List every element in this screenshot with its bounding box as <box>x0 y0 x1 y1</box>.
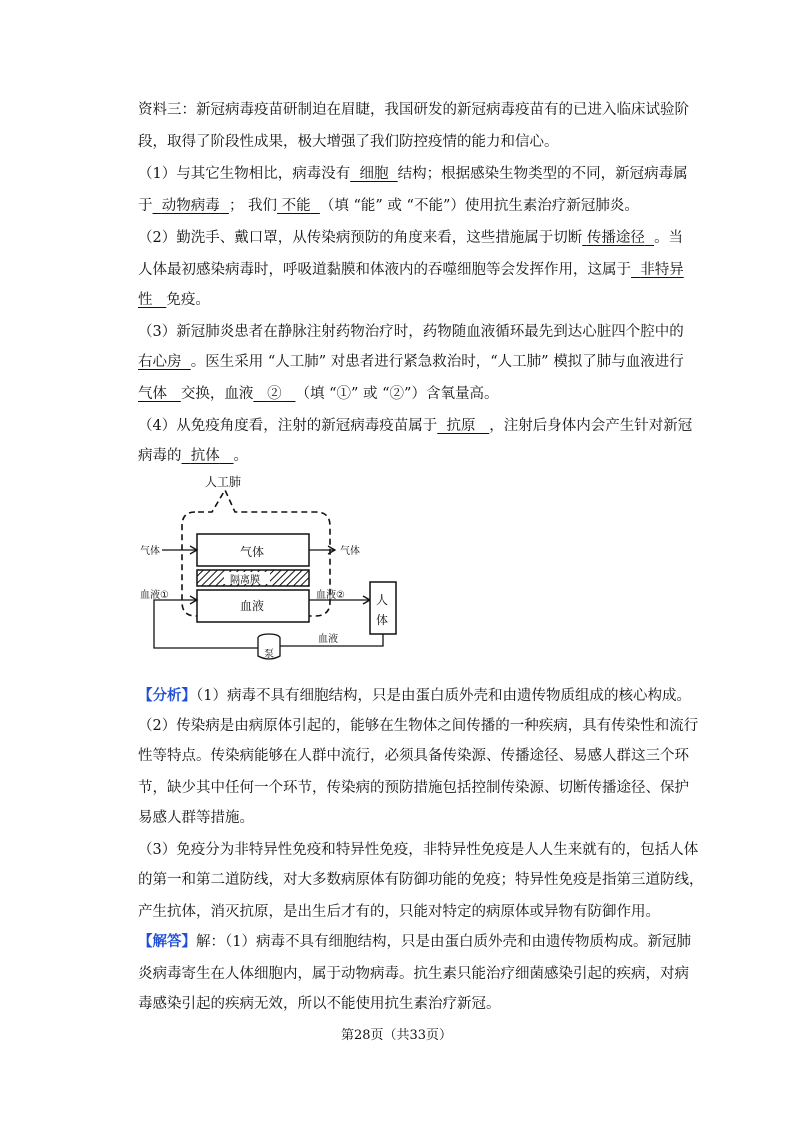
text-span: 交换，血液 <box>180 386 254 402</box>
page-footer: 第28页（共33页） <box>340 1028 453 1043</box>
gas-in-label: 气体 <box>140 546 160 557</box>
human-body-label-2: 体 <box>376 613 389 627</box>
question-2 <box>138 228 683 248</box>
analysis-line: 易感人群等措施。 <box>138 810 254 826</box>
analysis-line: 性等特点。传染病能够在人群中流行，必须具备传染源、传播途径、易感人群这三个环 <box>138 748 689 764</box>
answer-blank: 不能 <box>281 198 311 214</box>
question-2-cont <box>138 290 210 310</box>
text-span: ，注射后身体内会产生针对新冠 <box>489 418 693 434</box>
question-2-cont <box>138 260 684 280</box>
answer-blank: 性 <box>138 292 153 308</box>
blood-chamber-label: 血液 <box>240 599 265 613</box>
text-span: （1）病毒不具有细胞结构，只是由蛋白质外壳和由遗传物质组成的核心构成。 <box>196 688 691 704</box>
gas-chamber-label: 气体 <box>240 545 265 559</box>
question-4 <box>138 416 692 436</box>
answer-blank: 抗原 <box>446 418 476 434</box>
text-span: （填 “①” 或 “②”）含氧量高。 <box>295 386 499 402</box>
text-span: 人体最初感染病毒时，呼吸道黏膜和体液内的吞噬细胞等会发挥作用，这属于 <box>138 262 631 278</box>
answer-line: 毒感染引起的疾病无效，所以不能使用抗生素治疗新冠。 <box>138 996 501 1012</box>
answer-blank: 细胞 <box>359 166 389 182</box>
analysis-tag: 【分析】 <box>138 687 196 704</box>
text-span: 病毒的 <box>138 448 182 464</box>
answer-blank: 动物病毒 <box>161 198 220 214</box>
answer-blank: ② <box>267 386 282 402</box>
question-1 <box>138 164 688 184</box>
artificial-lung-diagram <box>140 470 400 670</box>
text-span: 免疫。 <box>166 292 210 308</box>
answer-blank: 气体 <box>138 386 167 402</box>
answer-blank: 非特异 <box>640 262 684 278</box>
question-3-cont <box>138 384 498 404</box>
answer-line: 炎病毒寄生在人体细胞内，属于动物病毒。抗生素只能治疗细菌感染引起的疾病，对病 <box>138 966 689 982</box>
text-span: 。医生采用 “人工肺” 对患者进行紧急救治时，“人工肺” 模拟了肺与血液进行 <box>190 354 684 370</box>
analysis-line: （3）免疫分为非特异性免疫和特异性免疫，非特异性免疫是人人生来就有的，包括人体 <box>138 842 699 858</box>
question-1-cont <box>138 196 639 216</box>
text-span: （2）勤洗手、戴口罩，从传染病预防的角度来看，这些措施属于切断 <box>138 230 583 246</box>
blood-in-label: 血液① <box>140 590 169 601</box>
text-span: 。当 <box>654 230 684 246</box>
text-span: 结构；根据感染生物类型的不同，新冠病毒属 <box>397 166 688 182</box>
question-4-cont <box>138 446 248 466</box>
answer-blank: 右心房 <box>138 354 182 370</box>
answer-blank: 抗体 <box>190 448 220 464</box>
analysis-line: （2）传染病是由病原体引起的，能够在生物体之间传播的一种疾病，具有传染性和流行 <box>138 718 699 734</box>
text-span: （4）从免疫角度看，注射的新冠病毒疫苗属于 <box>138 418 438 434</box>
analysis-line: 的第一和第二道防线，对大多数病原体有防御功能的免疫；特异性免疫是指第三道防线， <box>138 872 704 888</box>
blood-return-label: 血液 <box>318 634 338 645</box>
text-span: 。 <box>233 448 249 464</box>
text-span: （1）与其它生物相比，病毒没有 <box>138 166 351 182</box>
question-3-cont <box>138 352 684 372</box>
answer-line <box>138 932 691 952</box>
human-body-label-1: 人 <box>376 593 389 607</box>
answer-tag: 【解答】 <box>138 933 196 950</box>
text-span: （填 “能” 或 “不能”）使用抗生素治疗新冠肺炎。 <box>319 198 639 214</box>
analysis-line <box>138 686 691 706</box>
analysis-line: 产生抗体，消灭抗原，是出生后才有的，只能对特定的病原体或异物有防御作用。 <box>138 904 660 920</box>
analysis-line: 节，缺少其中任何一个环节，传染病的预防措施包括控制传染源、切断传播途径、保护 <box>138 780 689 796</box>
answer-blank: 传播途径 <box>586 230 645 246</box>
text-line: 段，取得了阶段性成果，极大增强了我们防控疫情的能力和信心。 <box>138 134 559 150</box>
diagram-title: 人工肺 <box>205 475 242 489</box>
text-span: ； 我们 <box>228 198 278 214</box>
membrane-label: 隔离膜 <box>230 575 260 586</box>
text-span: 解：（1）病毒不具有细胞结构，只是由蛋白质外壳和由遗传物质构成。新冠肺 <box>196 934 691 950</box>
text-span: 于 <box>138 198 153 214</box>
question-3: （3）新冠肺炎患者在静脉注射药物治疗时，药物随血液循环最先到达心脏四个腔中的 <box>138 324 684 340</box>
pump-label: 泵 <box>264 649 274 660</box>
blood-out-label: 血液② <box>316 590 345 601</box>
text-line: 资料三：新冠病毒疫苗研制迫在眉睫，我国研发的新冠病毒疫苗有的已进入临床试验阶 <box>138 102 689 118</box>
gas-out-label: 气体 <box>340 546 360 557</box>
